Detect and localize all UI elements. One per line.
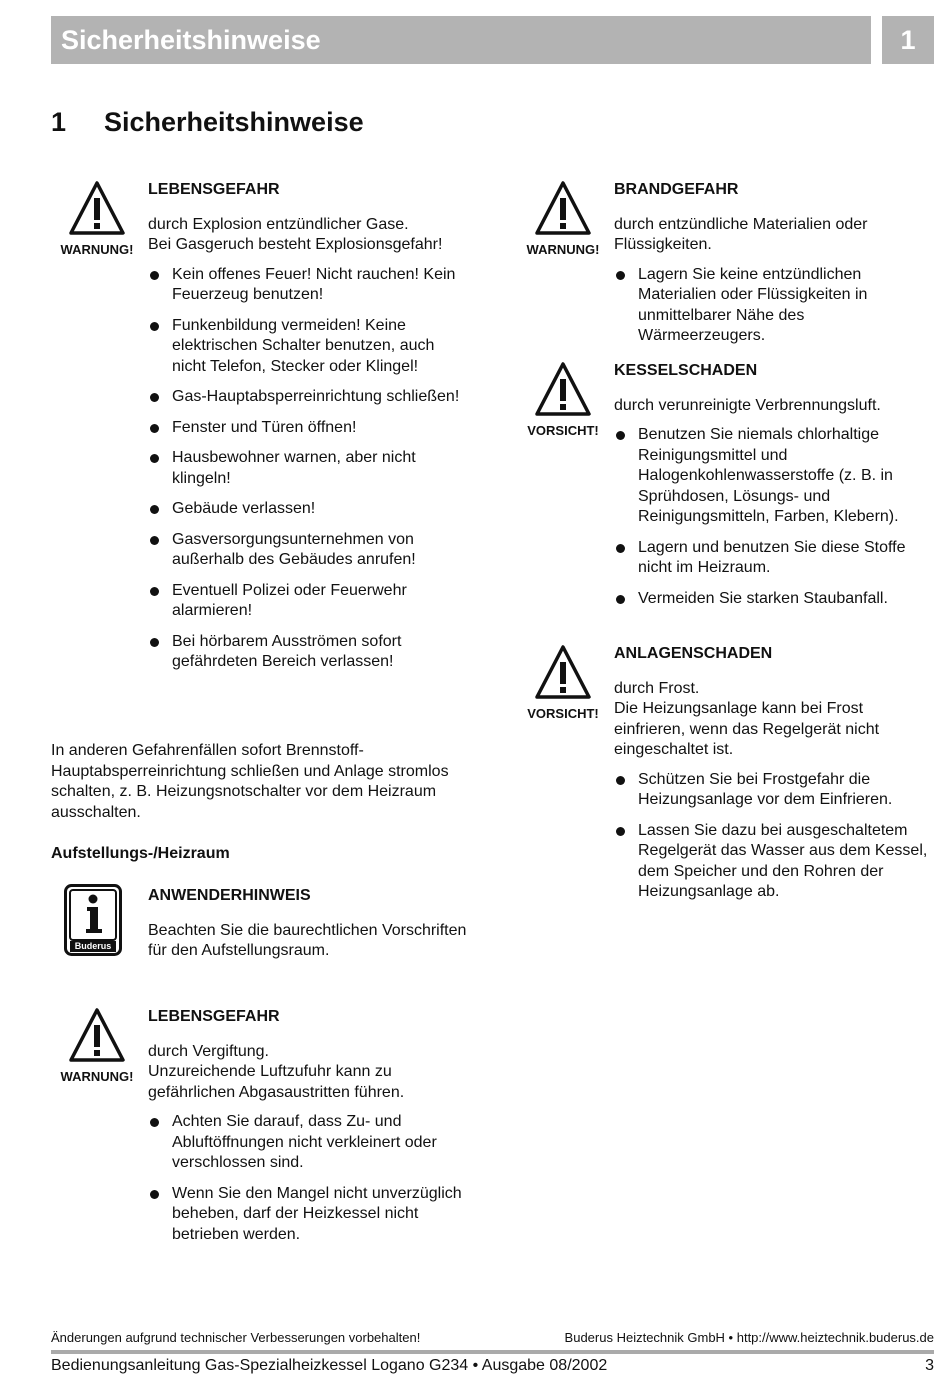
- list-item: Achten Sie darauf, dass Zu- und Abluftöffnungen nicht verkleinert oder verschlossen sind.: [148, 1112, 470, 1174]
- buderus-logo-text: Buderus: [74, 941, 112, 951]
- list-item: Bei hörbarem Ausströmen sofort gefährdeten Bereich verlassen!: [148, 632, 470, 673]
- footer-company: Buderus Heiztechnik GmbH • http://www.heiztechnik.buderus.de: [564, 1330, 934, 1345]
- caution-title: ANLAGENSCHADEN: [614, 645, 773, 662]
- warning-title: BRANDGEFAHR: [614, 181, 739, 198]
- warning-list: [148, 1112, 470, 1245]
- section-subheading: Aufstellungs-/Heizraum: [51, 845, 230, 862]
- user-note-block: [148, 886, 470, 962]
- emergency-paragraph: In anderen Gefahrenfällen sofort Brennstoff-Hauptabsperreinrichtung schließen und Anlage stromlos schalten, z. B. Heizungsnotschalter vor dem Heizraum ausschalten.: [51, 742, 449, 821]
- warning-title: LEBENSGEFAHR: [148, 1008, 280, 1025]
- system-damage-block: [614, 644, 934, 913]
- note-title: ANWENDERHINWEIS: [148, 887, 311, 904]
- warning-lead: durch entzündliche Materialien oder Flüssigkeiten.: [614, 215, 868, 253]
- caution-lead-line: durch Frost.: [614, 679, 700, 697]
- warning-label: WARNUNG!: [526, 242, 600, 257]
- page-title-text: Sicherheitshinweise: [104, 107, 364, 137]
- caution-lead: [614, 679, 934, 761]
- warning-explosion-block: [148, 180, 470, 683]
- boiler-damage-block: [614, 361, 934, 619]
- list-item: Fenster und Türen öffnen!: [148, 418, 470, 439]
- fire-hazard-block: [614, 180, 934, 357]
- list-item: Gebäude verlassen!: [148, 499, 470, 520]
- list-item: Funkenbildung vermeiden! Keine elektrischen Schalter benutzen, auch nicht Telefon, Stecker oder Klingel!: [148, 316, 470, 378]
- caution-list: [614, 425, 934, 609]
- caution-triangle-icon: [535, 361, 591, 417]
- warning-triangle-icon: [69, 180, 125, 236]
- warning-label: WARNUNG!: [60, 242, 134, 257]
- warning-lead-line: durch Vergiftung.: [148, 1042, 269, 1060]
- caution-list: [614, 770, 934, 903]
- caution-lead: durch verunreinigte Verbrennungsluft.: [614, 396, 881, 414]
- warning-lead: [148, 1042, 470, 1104]
- caution-label: VORSICHT!: [527, 423, 599, 438]
- warning-list: [614, 265, 934, 347]
- list-item: Eventuell Polizei oder Feuerwehr alarmieren!: [148, 581, 470, 622]
- warning-block-icon: [519, 180, 607, 257]
- info-icon: [64, 884, 122, 961]
- list-item: Gas-Hauptabsperreinrichtung schließen!: [148, 387, 470, 408]
- list-item: Hausbewohner warnen, aber nicht klingeln!: [148, 448, 470, 489]
- page-number: 3: [925, 1357, 934, 1374]
- warning-block-icon: [53, 180, 141, 257]
- list-item: Kein offenes Feuer! Nicht rauchen! Kein Feuerzeug benutzen!: [148, 265, 470, 306]
- warning-triangle-icon: [535, 180, 591, 236]
- list-item: Benutzen Sie niemals chlorhaltige Reinigungsmittel und Halogenkohlenwasserstoffe (z. B. in Sprühdosen, Lösungs- und Reinigungsmitteln, Farben, Klebern).: [614, 425, 934, 528]
- warning-label: WARNUNG!: [60, 1069, 134, 1084]
- note-text: Beachten Sie die baurechtlichen Vorschriften für den Aufstellungsraum.: [148, 921, 467, 959]
- caution-title: KESSELSCHADEN: [614, 362, 758, 379]
- warning-lead-line: durch Explosion entzündlicher Gase.: [148, 215, 409, 233]
- list-item: Vermeiden Sie starken Staubanfall.: [614, 589, 934, 610]
- warning-block-icon: [53, 1007, 141, 1084]
- warning-lead-line: Unzureichende Luftzufuhr kann zu gefährlichen Abgasaustritten führen.: [148, 1063, 405, 1101]
- header-chapter-number: 1: [882, 16, 934, 64]
- caution-lead-line: Die Heizungsanlage kann bei Frost einfrieren, wenn das Regelgerät nicht eingeschaltet ist.: [614, 700, 880, 758]
- warning-list: [148, 265, 470, 673]
- page-title: [51, 104, 364, 140]
- list-item: Schützen Sie bei Frostgefahr die Heizungsanlage vor dem Einfrieren.: [614, 770, 934, 811]
- list-item: Lassen Sie dazu bei ausgeschaltetem Regelgerät das Wasser aus dem Kessel, dem Speicher und den Rohren der Heizungsanlage ab.: [614, 821, 934, 903]
- list-item: Gasversorgungsunternehmen von außerhalb des Gebäudes anrufen!: [148, 530, 470, 571]
- list-item: Lagern und benutzen Sie diese Stoffe nicht im Heizraum.: [614, 538, 934, 579]
- list-item: Wenn Sie den Mangel nicht unverzüglich beheben, darf der Heizkessel nicht betrieben werden.: [148, 1184, 470, 1246]
- page-title-number: 1: [51, 107, 67, 137]
- caution-triangle-icon: [535, 644, 591, 700]
- footer-disclaimer: Änderungen aufgrund technischer Verbesserungen vorbehalten!: [51, 1330, 421, 1345]
- footer-divider: [51, 1350, 934, 1354]
- caution-block-icon: [519, 644, 607, 721]
- caution-label: VORSICHT!: [527, 706, 599, 721]
- caution-block-icon: [519, 361, 607, 438]
- warning-lead: [148, 215, 470, 256]
- header-title: Sicherheitshinweise: [51, 16, 871, 64]
- footer-document-title: Bedienungsanleitung Gas-Spezialheizkessel Logano G234 • Ausgabe 08/2002: [51, 1357, 608, 1374]
- warning-title: LEBENSGEFAHR: [148, 181, 280, 198]
- list-item: Lagern Sie keine entzündlichen Materialien oder Flüssigkeiten in unmittelbarer Nähe des Wärmeerzeugers.: [614, 265, 934, 347]
- warning-triangle-icon: [69, 1007, 125, 1063]
- warning-lead-line: Bei Gasgeruch besteht Explosionsgefahr!: [148, 236, 443, 253]
- warning-poisoning-block: [148, 1007, 470, 1255]
